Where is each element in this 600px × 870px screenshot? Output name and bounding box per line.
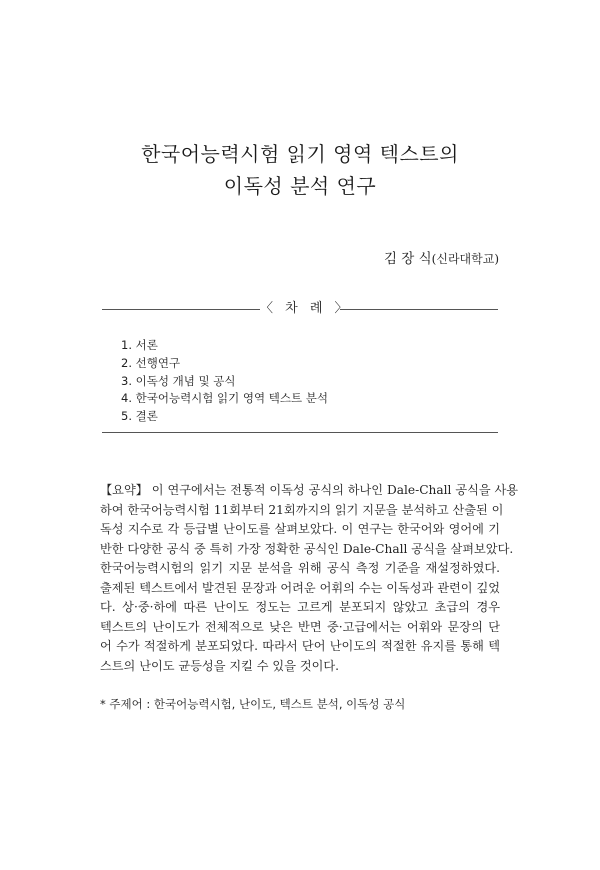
toc-heading: 〈 차 례 〉 [260,301,352,316]
author-name: 김 장 식 [383,251,432,267]
abstract [100,481,519,676]
toc-item: 5. 결론 [121,409,158,424]
abstract-line: 텍스트의 난이도가 전체적으로 낮은 반면 중·고급에서는 어휘와 문장의 단 [100,619,500,634]
toc-item: 2. 선행연구 [121,355,181,370]
abstract-line: 【요약】 이 연구에서는 전통적 이독성 공식의 하나인 Dale-Chall 공식을 사용 [100,483,519,497]
keywords: * 주제어 : 한국어능력시험, 난이도, 텍스트 분석, 이독성 공식 [100,697,406,711]
toc-item: 4. 한국어능력시험 읽기 영역 텍스트 분석 [121,391,328,406]
toc-item: 3. 이독성 개념 및 공식 [121,373,236,388]
paper-title [0,138,600,202]
abstract-line: 어 수가 적절하게 분포되었다. 따라서 단어 난이도의 적절한 유지를 통해 텍 [100,639,500,653]
toc-header [102,299,498,319]
abstract-line: 독성 지수로 각 등급별 난이도를 살펴보았다. 이 연구는 한국어와 영어에 기 [100,522,500,536]
abstract-line: 반한 다양한 공식 중 특히 가장 정확한 공식인 Dale-Chall 공식을 살펴보았다. [100,541,514,556]
abstract-line: 한국어능력시험의 읽기 지문 분석을 위해 공식 측정 기준을 재설정하였다. [100,561,500,575]
toc-item: 1. 서론 [121,338,158,352]
paper-title-line-2: 이독성 분석 연구 [223,174,377,198]
table-of-contents [121,337,328,426]
abstract-line: 스트의 난이도 균등성을 지킬 수 있을 것이다. [100,658,340,673]
abstract-line: 출제된 텍스트에서 발견된 문장과 어려운 어휘의 수는 이독성과 관련이 깊었 [100,580,500,595]
toc-rule-bottom [102,432,498,433]
author-affiliation: (신라대학교) [431,252,499,266]
abstract-line: 다. 상·중·하에 따른 난이도 정도는 고르게 분포되지 않았고 초급의 경우 [100,600,500,614]
toc-rule-left [102,309,260,310]
abstract-line: 하여 한국어능력시험 11회부터 21회까지의 읽기 지문을 분석하고 산출된 이 [100,502,504,517]
paper-title-line-1: 한국어능력시험 읽기 영역 텍스트의 [141,142,459,166]
toc-rule-right [340,309,498,310]
author-block [384,247,499,267]
